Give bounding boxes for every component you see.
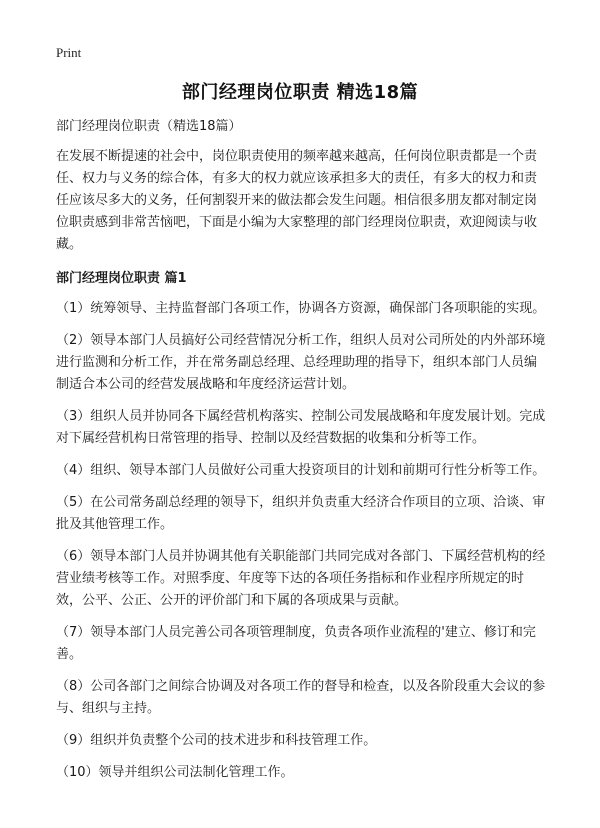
duty-item-6: （6）领导本部门人员并协调其他有关职能部门共同完成对各部门、下属经营机构的经营业绩考核等工作。对照季度、年度等下达的各项任务指标和作业程序所规定的时效，公平、公正、公开的评价部门和下属的各项成果与贡献。 (56, 549, 546, 608)
duty-item-2: （2）领导本部门人员搞好公司经营情况分析工作，组织人员对公司所处的内外部环境进行监测和分析工作，并在常务副总经理、总经理助理的指导下，组织本部门人员编制适合本公司的经营发展战略和年度经济运营计划。 (56, 333, 546, 392)
section-heading: 部门经理岗位职责 篇1 (56, 271, 187, 286)
intro-paragraph: 在发展不断提速的社会中，岗位职责使用的频率越来越高，任何岗位职责都是一个责任、权力与义务的综合体，有多大的权力就应该承担多大的责任，有多大的权力和责任应该尽多大的义务，任何割裂开来的做法都会发生问题。相信很多朋友都对制定岗位职责感到非常苦恼吧，下面是小编为大家整理的部门经理岗位职责，欢迎阅读与收藏。 (56, 149, 538, 252)
print-label[interactable]: Print (56, 45, 82, 60)
duty-item-5: （5）在公司常务副总经理的领导下，组织并负责重大经济合作项目的立项、洽谈、审批及其他管理工作。 (56, 495, 546, 532)
duty-item-9: （9）组织并负责整个公司的技术进步和科技管理工作。 (56, 733, 377, 748)
duty-item-3: （3）组织人员并协同各下属经营机构落实、控制公司发展战略和年度发展计划。完成对下属经营机构日常管理的指导、控制以及经营数据的收集和分析等工作。 (56, 409, 546, 446)
document-subtitle: 部门经理岗位职责（精选18篇） (56, 119, 242, 134)
duty-item-10: （10）领导并组织公司法制化管理工作。 (56, 765, 294, 780)
document-title: 部门经理岗位职责 精选18篇 (181, 82, 419, 103)
duty-item-4: （4）组织、领导本部门人员做好公司重大投资项目的计划和前期可行性分析等工作。 (56, 463, 546, 478)
duty-item-8: （8）公司各部门之间综合协调及对各项工作的督导和检查，以及各阶段重大会议的参与、组织与主持。 (56, 679, 546, 716)
duty-item-1: （1）统筹领导、主持监督部门各项工作，协调各方资源，确保部门各项职能的实现。 (56, 301, 546, 316)
duty-item-7: （7）领导本部门人员完善公司各项管理制度，负责各项作业流程的'建立、修订和完善。 (56, 625, 536, 662)
document-body (56, 116, 548, 794)
